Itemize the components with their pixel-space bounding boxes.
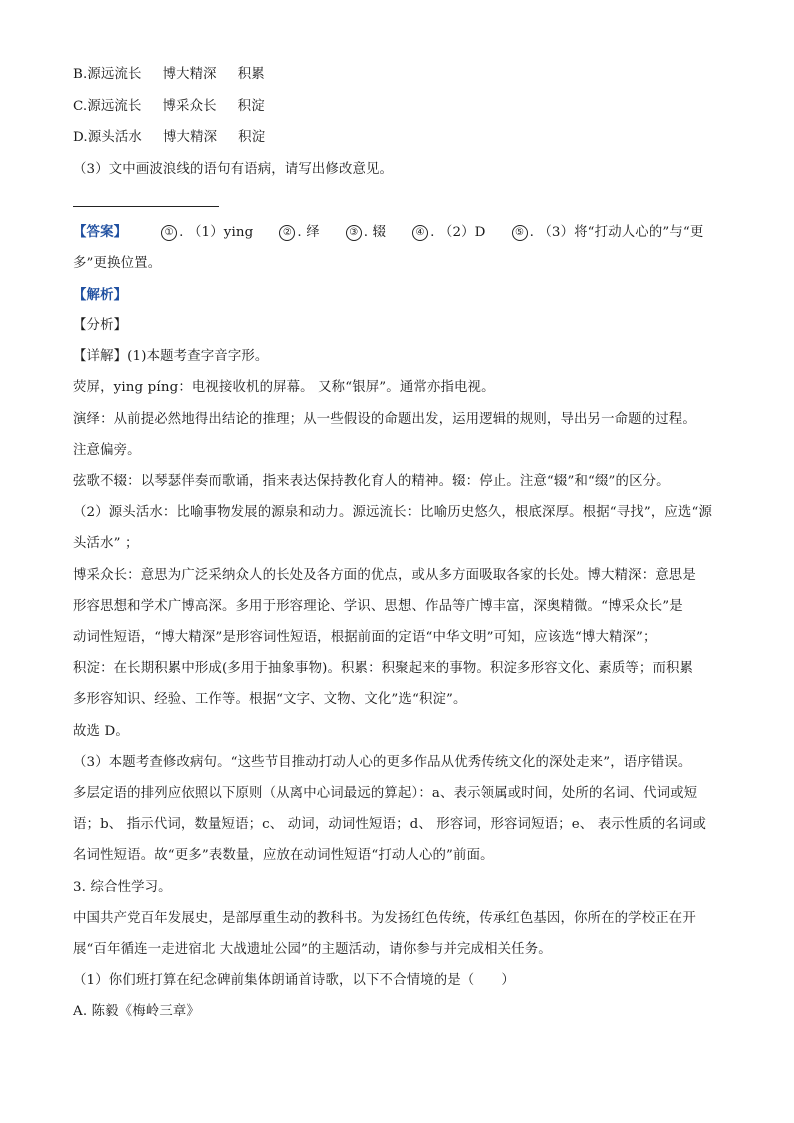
text-line: 展“百年循连一走进宿北 大战遗址公园”的主题活动，请你参与并完成相关任务。 — [73, 942, 552, 957]
answer-tag: 【答案】 — [73, 224, 128, 240]
option-a: A. 陈毅《梅岭三章》 — [73, 1004, 200, 1019]
answer-line-2: 多”更换位置。 — [73, 256, 162, 271]
text-line: 多形容知识、经验、工作等。根据“文字、文物、文化”选“积淀”。 — [73, 692, 467, 707]
text-line: 注意偏旁。 — [73, 443, 141, 458]
option-c — [73, 97, 265, 117]
detail-line — [73, 347, 268, 367]
analysis-heading — [73, 285, 127, 306]
text-line: 形容思想和学术广博高深。多用于形容理论、学识、思想、作品等广博丰富，深奥精微。“博采众长”是 — [73, 599, 683, 614]
option-d — [73, 128, 265, 148]
answer-blank-line — [73, 206, 219, 207]
circled-number: ⑤ — [512, 225, 528, 241]
answer-line — [73, 222, 703, 243]
circled-number: ② — [279, 225, 295, 241]
option-b-col1: B.源远流长 — [73, 67, 142, 82]
text-line: 名词性短语。故“更多”表数量，应放在动词性短语“打动人心的”前面。 — [73, 848, 494, 863]
option-b-col2: 博大精深 — [162, 67, 217, 82]
question-3-prompt: （3）文中画波浪线的语句有语病，请写出修改意见。 — [73, 162, 394, 177]
text-line: （2）源头活水：比喻事物发展的源泉和动力。源远流长：比喻历史悠久，根底深厚。根据“寻找”，应选“源 — [73, 505, 712, 520]
text-line: （3）本题考查修改病句。“这些节目推动打动人心的更多作品从优秀传统文化的深处走来”，语序错误。 — [73, 755, 692, 770]
text-line: 动词性短语，“博大精深”是形容词性短语，根据前面的定语“中华文明”可知，应该选“博大精深”； — [73, 630, 657, 645]
circled-number: ③ — [346, 225, 362, 241]
text-line: 中国共产党百年发展史，是部厚重生动的教科书。为发扬红色传统，传承红色基因，你所在的学校正在开 — [73, 911, 696, 926]
option-d-col1: D.源头活水 — [73, 130, 142, 145]
fenxi-heading: 【分析】 — [73, 318, 128, 333]
text-line: 语；b、 指示代词，数量短语；c、 动词，动词性短语；d、 形容词，形容词短语；e、 表示性质的名词或 — [73, 817, 707, 832]
text-line: 积淀：在长期积累中形成(多用于抽象事物)。积累：积聚起来的事物。积淀多形容文化、素质等；而积累 — [73, 661, 694, 676]
circled-number: ④ — [412, 225, 428, 241]
text-line: 弦歌不辍：以琴瑟伴奏而歌诵，指来表达保持教化育人的精神。辍：停止。注意“辍”和“缀”的区分。 — [73, 474, 670, 489]
option-b-col3: 积累 — [237, 67, 265, 82]
answer-item: . 绎 — [297, 225, 320, 240]
text-line: 荧屏，ying píng：电视接收机的屏幕。 又称“银屏”。通常亦指电视。 — [73, 380, 495, 395]
text-line: 博采众长：意思为广泛采纳众人的长处及各方面的优点，或从多方面吸取各家的长处。博大精深：意思是 — [73, 568, 696, 583]
option-d-col2: 博大精深 — [162, 130, 218, 145]
text-line: 演绎：从前提必然地得出结论的推理；从一些假设的命题出发，运用逻辑的规则，导出另一命题的过程。 — [73, 412, 696, 427]
text-line: 头活水” ； — [73, 536, 139, 551]
analysis-tag: 【解析】 — [73, 287, 128, 303]
circled-number: ① — [161, 225, 177, 241]
option-c-col1: C.源远流长 — [73, 99, 142, 114]
answer-item: . （2）D — [430, 225, 486, 240]
option-c-col2: 博采众长 — [162, 99, 217, 114]
text-line: (1)本题考查字音字形。 — [127, 349, 269, 364]
text-line: 多层定语的排列应依照以下原则（从离中心词最远的算起）：a、表示领属或时间，处所的名词、代词或短 — [73, 786, 698, 801]
section-heading: 3. 综合性学习。 — [73, 880, 172, 895]
option-c-col3: 积淀 — [237, 99, 265, 114]
option-b — [73, 65, 265, 85]
answer-item: . 辍 — [363, 225, 387, 240]
text-line: 故选 D。 — [73, 724, 129, 739]
detail-tag: 【详解】 — [73, 349, 128, 364]
answer-item: . （3）将“打动人心的”与“更 — [529, 225, 704, 240]
answer-item: . （1）ying — [179, 225, 254, 240]
question-prompt: （1）你们班打算在纪念碑前集体朗诵首诗歌，以下不合情境的是（ ） — [73, 973, 515, 988]
option-d-col3: 积淀 — [238, 130, 266, 145]
